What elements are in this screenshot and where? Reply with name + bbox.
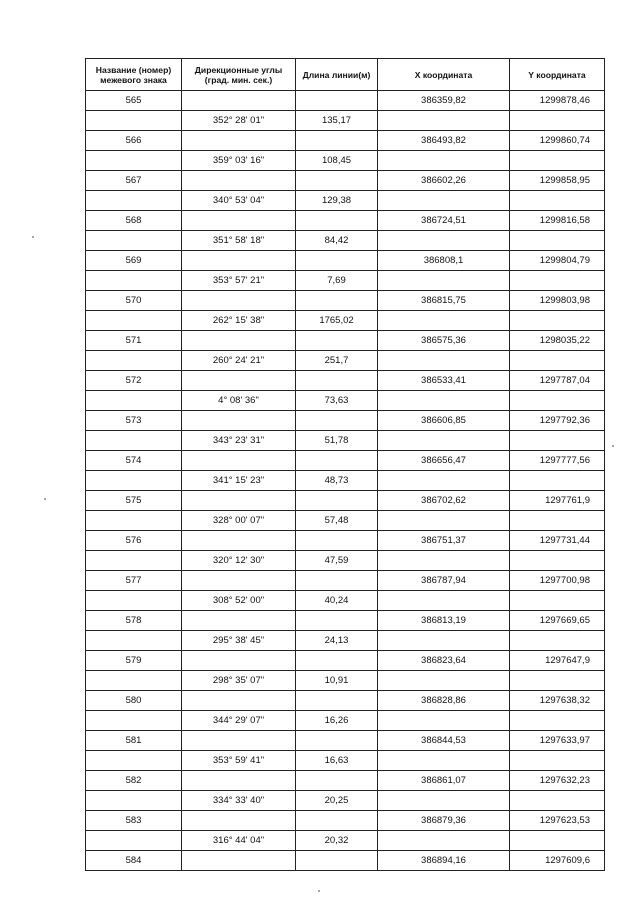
line-length-cell: 16,26 [296, 711, 378, 731]
x-coordinate-cell: 386828,86 [378, 691, 510, 711]
x-coordinate-cell: 386533,41 [378, 371, 510, 391]
line-length-cell: 40,24 [296, 591, 378, 611]
marker-number: 565 [86, 91, 182, 111]
y-coordinate-cell: 1297761,9 [510, 491, 605, 511]
empty-marker-cell [86, 431, 182, 451]
segment-row [86, 151, 605, 171]
direction-angle-cell: 353° 59' 41" [182, 751, 296, 771]
empty-angle-cell [182, 371, 296, 391]
empty-length-cell [296, 171, 378, 191]
y-coordinate-cell: 1297638,32 [510, 691, 605, 711]
marker-number: 583 [86, 811, 182, 831]
empty-x-cell [378, 271, 510, 291]
segment-row [86, 551, 605, 571]
x-coordinate-cell: 386656,47 [378, 451, 510, 471]
marker-row [86, 211, 605, 231]
marker-row [86, 371, 605, 391]
marker-number: 577 [86, 571, 182, 591]
marker-number: 568 [86, 211, 182, 231]
header-row [86, 59, 605, 91]
y-coordinate-cell: 1297669,65 [510, 611, 605, 631]
empty-marker-cell [86, 831, 182, 851]
direction-angle-cell: 260° 24' 21" [182, 351, 296, 371]
x-coordinate-cell: 386702,62 [378, 491, 510, 511]
direction-angle-cell: 316° 44' 04" [182, 831, 296, 851]
marker-number: 574 [86, 451, 182, 471]
marker-number: 573 [86, 411, 182, 431]
empty-y-cell [510, 591, 605, 611]
empty-y-cell [510, 391, 605, 411]
direction-angle-cell: 344° 29' 07" [182, 711, 296, 731]
empty-y-cell [510, 711, 605, 731]
empty-angle-cell [182, 651, 296, 671]
marker-row [86, 771, 605, 791]
direction-angle-cell: 262° 15' 38" [182, 311, 296, 331]
empty-angle-cell [182, 571, 296, 591]
marker-row [86, 331, 605, 351]
empty-length-cell [296, 651, 378, 671]
x-coordinate-cell: 386815,75 [378, 291, 510, 311]
empty-x-cell [378, 151, 510, 171]
header-line-length: Длина линии(м) [296, 59, 378, 91]
line-length-cell: 57,48 [296, 511, 378, 531]
marker-number: 570 [86, 291, 182, 311]
direction-angle-cell: 352° 28' 01" [182, 111, 296, 131]
marker-number: 569 [86, 251, 182, 271]
empty-length-cell [296, 371, 378, 391]
line-length-cell: 73,63 [296, 391, 378, 411]
direction-angle-cell: 328° 00' 07" [182, 511, 296, 531]
segment-row [86, 431, 605, 451]
segment-row [86, 831, 605, 851]
empty-marker-cell [86, 471, 182, 491]
empty-marker-cell [86, 391, 182, 411]
y-coordinate-cell: 1297777,56 [510, 451, 605, 471]
marker-number: 566 [86, 131, 182, 151]
marker-row [86, 731, 605, 751]
marker-number: 575 [86, 491, 182, 511]
marker-number: 582 [86, 771, 182, 791]
segment-row [86, 111, 605, 131]
empty-length-cell [296, 491, 378, 511]
marker-row [86, 171, 605, 191]
empty-y-cell [510, 191, 605, 211]
line-length-cell: 51,78 [296, 431, 378, 451]
marker-row [86, 651, 605, 671]
empty-x-cell [378, 631, 510, 651]
marker-row [86, 571, 605, 591]
empty-marker-cell [86, 631, 182, 651]
segment-row [86, 751, 605, 771]
y-coordinate-cell: 1299804,79 [510, 251, 605, 271]
direction-angle-cell: 343° 23' 31" [182, 431, 296, 451]
x-coordinate-cell: 386823,64 [378, 651, 510, 671]
x-coordinate-cell: 386575,36 [378, 331, 510, 351]
segment-row [86, 351, 605, 371]
x-coordinate-cell: 386787,94 [378, 571, 510, 591]
y-coordinate-cell: 1298035,22 [510, 331, 605, 351]
marker-number: 580 [86, 691, 182, 711]
segment-row [86, 671, 605, 691]
empty-length-cell [296, 451, 378, 471]
empty-length-cell [296, 691, 378, 711]
empty-angle-cell [182, 611, 296, 631]
line-length-cell: 135,17 [296, 111, 378, 131]
header-direction-angle: Дирекционные углы (град. мин. сек.) [182, 59, 296, 91]
marker-number: 572 [86, 371, 182, 391]
direction-angle-cell: 341° 15' 23" [182, 471, 296, 491]
empty-y-cell [510, 431, 605, 451]
empty-angle-cell [182, 451, 296, 471]
empty-angle-cell [182, 771, 296, 791]
segment-row [86, 511, 605, 531]
marker-number: 567 [86, 171, 182, 191]
empty-marker-cell [86, 151, 182, 171]
direction-angle-cell: 308° 52' 00" [182, 591, 296, 611]
direction-angle-cell: 295° 38' 45" [182, 631, 296, 651]
marker-row [86, 411, 605, 431]
empty-y-cell [510, 511, 605, 531]
empty-x-cell [378, 431, 510, 451]
marker-number: 584 [86, 851, 182, 871]
y-coordinate-cell: 1299860,74 [510, 131, 605, 151]
y-coordinate-cell: 1299803,98 [510, 291, 605, 311]
direction-angle-cell: 298° 35' 07" [182, 671, 296, 691]
empty-angle-cell [182, 291, 296, 311]
header-marker-name: Название (номер) межевого знака [86, 59, 182, 91]
marker-row [86, 91, 605, 111]
y-coordinate-cell: 1297633,97 [510, 731, 605, 751]
empty-y-cell [510, 831, 605, 851]
y-coordinate-cell: 1297731,44 [510, 531, 605, 551]
line-length-cell: 1765,02 [296, 311, 378, 331]
line-length-cell: 84,42 [296, 231, 378, 251]
empty-y-cell [510, 271, 605, 291]
empty-angle-cell [182, 171, 296, 191]
empty-x-cell [378, 671, 510, 691]
coordinates-table [85, 58, 605, 871]
marker-number: 581 [86, 731, 182, 751]
line-length-cell: 20,32 [296, 831, 378, 851]
segment-row [86, 631, 605, 651]
line-length-cell: 129,38 [296, 191, 378, 211]
direction-angle-cell: 351° 58' 18" [182, 231, 296, 251]
empty-x-cell [378, 591, 510, 611]
empty-angle-cell [182, 491, 296, 511]
empty-length-cell [296, 131, 378, 151]
y-coordinate-cell: 1297632,23 [510, 771, 605, 791]
line-length-cell: 7,69 [296, 271, 378, 291]
y-coordinate-cell: 1299816,58 [510, 211, 605, 231]
empty-marker-cell [86, 711, 182, 731]
line-length-cell: 10,91 [296, 671, 378, 691]
scan-speck [318, 890, 320, 892]
empty-length-cell [296, 611, 378, 631]
segment-row [86, 231, 605, 251]
x-coordinate-cell: 386359,82 [378, 91, 510, 111]
segment-row [86, 391, 605, 411]
empty-x-cell [378, 111, 510, 131]
marker-row [86, 811, 605, 831]
direction-angle-cell: 340° 53' 04" [182, 191, 296, 211]
segment-row [86, 471, 605, 491]
x-coordinate-cell: 386813,19 [378, 611, 510, 631]
empty-y-cell [510, 111, 605, 131]
direction-angle-cell: 359° 03' 16" [182, 151, 296, 171]
marker-row [86, 531, 605, 551]
empty-y-cell [510, 751, 605, 771]
marker-row [86, 691, 605, 711]
direction-angle-cell: 4° 08' 36" [182, 391, 296, 411]
empty-angle-cell [182, 251, 296, 271]
header-x-coordinate: X координата [378, 59, 510, 91]
marker-row [86, 251, 605, 271]
scan-speck [44, 498, 46, 500]
empty-x-cell [378, 351, 510, 371]
line-length-cell: 251,7 [296, 351, 378, 371]
segment-row [86, 791, 605, 811]
empty-marker-cell [86, 351, 182, 371]
empty-length-cell [296, 571, 378, 591]
empty-x-cell [378, 791, 510, 811]
empty-y-cell [510, 351, 605, 371]
empty-length-cell [296, 251, 378, 271]
line-length-cell: 16,63 [296, 751, 378, 771]
empty-angle-cell [182, 691, 296, 711]
marker-row [86, 491, 605, 511]
marker-row [86, 291, 605, 311]
empty-angle-cell [182, 91, 296, 111]
empty-marker-cell [86, 311, 182, 331]
x-coordinate-cell: 386894,16 [378, 851, 510, 871]
empty-length-cell [296, 91, 378, 111]
header-y-coordinate: Y координата [510, 59, 605, 91]
x-coordinate-cell: 386844,53 [378, 731, 510, 751]
empty-x-cell [378, 471, 510, 491]
marker-number: 576 [86, 531, 182, 551]
empty-marker-cell [86, 751, 182, 771]
direction-angle-cell: 353° 57' 21" [182, 271, 296, 291]
empty-length-cell [296, 771, 378, 791]
empty-length-cell [296, 851, 378, 871]
y-coordinate-cell: 1297700,98 [510, 571, 605, 591]
segment-row [86, 191, 605, 211]
empty-x-cell [378, 231, 510, 251]
y-coordinate-cell: 1297787,04 [510, 371, 605, 391]
empty-y-cell [510, 151, 605, 171]
y-coordinate-cell: 1297647,9 [510, 651, 605, 671]
segment-row [86, 591, 605, 611]
empty-angle-cell [182, 531, 296, 551]
marker-number: 578 [86, 611, 182, 631]
empty-length-cell [296, 731, 378, 751]
empty-marker-cell [86, 191, 182, 211]
empty-x-cell [378, 551, 510, 571]
empty-angle-cell [182, 211, 296, 231]
empty-angle-cell [182, 731, 296, 751]
empty-angle-cell [182, 131, 296, 151]
empty-marker-cell [86, 591, 182, 611]
y-coordinate-cell: 1299858,95 [510, 171, 605, 191]
marker-number: 579 [86, 651, 182, 671]
empty-y-cell [510, 311, 605, 331]
table-body [86, 91, 605, 871]
line-length-cell: 108,45 [296, 151, 378, 171]
segment-row [86, 311, 605, 331]
empty-y-cell [510, 671, 605, 691]
empty-length-cell [296, 411, 378, 431]
x-coordinate-cell: 386751,37 [378, 531, 510, 551]
empty-marker-cell [86, 671, 182, 691]
x-coordinate-cell: 386493,82 [378, 131, 510, 151]
empty-y-cell [510, 231, 605, 251]
x-coordinate-cell: 386879,36 [378, 811, 510, 831]
line-length-cell: 47,59 [296, 551, 378, 571]
empty-length-cell [296, 331, 378, 351]
empty-length-cell [296, 531, 378, 551]
empty-y-cell [510, 551, 605, 571]
empty-length-cell [296, 291, 378, 311]
empty-x-cell [378, 831, 510, 851]
y-coordinate-cell: 1299878,46 [510, 91, 605, 111]
empty-marker-cell [86, 231, 182, 251]
empty-x-cell [378, 191, 510, 211]
marker-row [86, 451, 605, 471]
marker-row [86, 611, 605, 631]
empty-length-cell [296, 811, 378, 831]
x-coordinate-cell: 386724,51 [378, 211, 510, 231]
line-length-cell: 48,73 [296, 471, 378, 491]
y-coordinate-cell: 1297792,36 [510, 411, 605, 431]
direction-angle-cell: 334° 33' 40" [182, 791, 296, 811]
empty-angle-cell [182, 811, 296, 831]
empty-y-cell [510, 791, 605, 811]
empty-x-cell [378, 751, 510, 771]
empty-marker-cell [86, 271, 182, 291]
scan-speck [32, 236, 34, 238]
empty-x-cell [378, 711, 510, 731]
empty-length-cell [296, 211, 378, 231]
marker-number: 571 [86, 331, 182, 351]
y-coordinate-cell: 1297609,6 [510, 851, 605, 871]
scan-speck [612, 445, 614, 447]
y-coordinate-cell: 1297623,53 [510, 811, 605, 831]
empty-marker-cell [86, 111, 182, 131]
x-coordinate-cell: 386606,85 [378, 411, 510, 431]
empty-angle-cell [182, 851, 296, 871]
empty-x-cell [378, 391, 510, 411]
x-coordinate-cell: 386602,26 [378, 171, 510, 191]
segment-row [86, 711, 605, 731]
empty-y-cell [510, 631, 605, 651]
marker-row [86, 131, 605, 151]
segment-row [86, 271, 605, 291]
direction-angle-cell: 320° 12' 30" [182, 551, 296, 571]
line-length-cell: 20,25 [296, 791, 378, 811]
line-length-cell: 24,13 [296, 631, 378, 651]
empty-x-cell [378, 511, 510, 531]
empty-y-cell [510, 471, 605, 491]
empty-angle-cell [182, 411, 296, 431]
x-coordinate-cell: 386861,07 [378, 771, 510, 791]
empty-angle-cell [182, 331, 296, 351]
empty-marker-cell [86, 791, 182, 811]
marker-row [86, 851, 605, 871]
x-coordinate-cell: 386808,1 [378, 251, 510, 271]
table-header [86, 59, 605, 91]
empty-marker-cell [86, 511, 182, 531]
empty-x-cell [378, 311, 510, 331]
empty-marker-cell [86, 551, 182, 571]
